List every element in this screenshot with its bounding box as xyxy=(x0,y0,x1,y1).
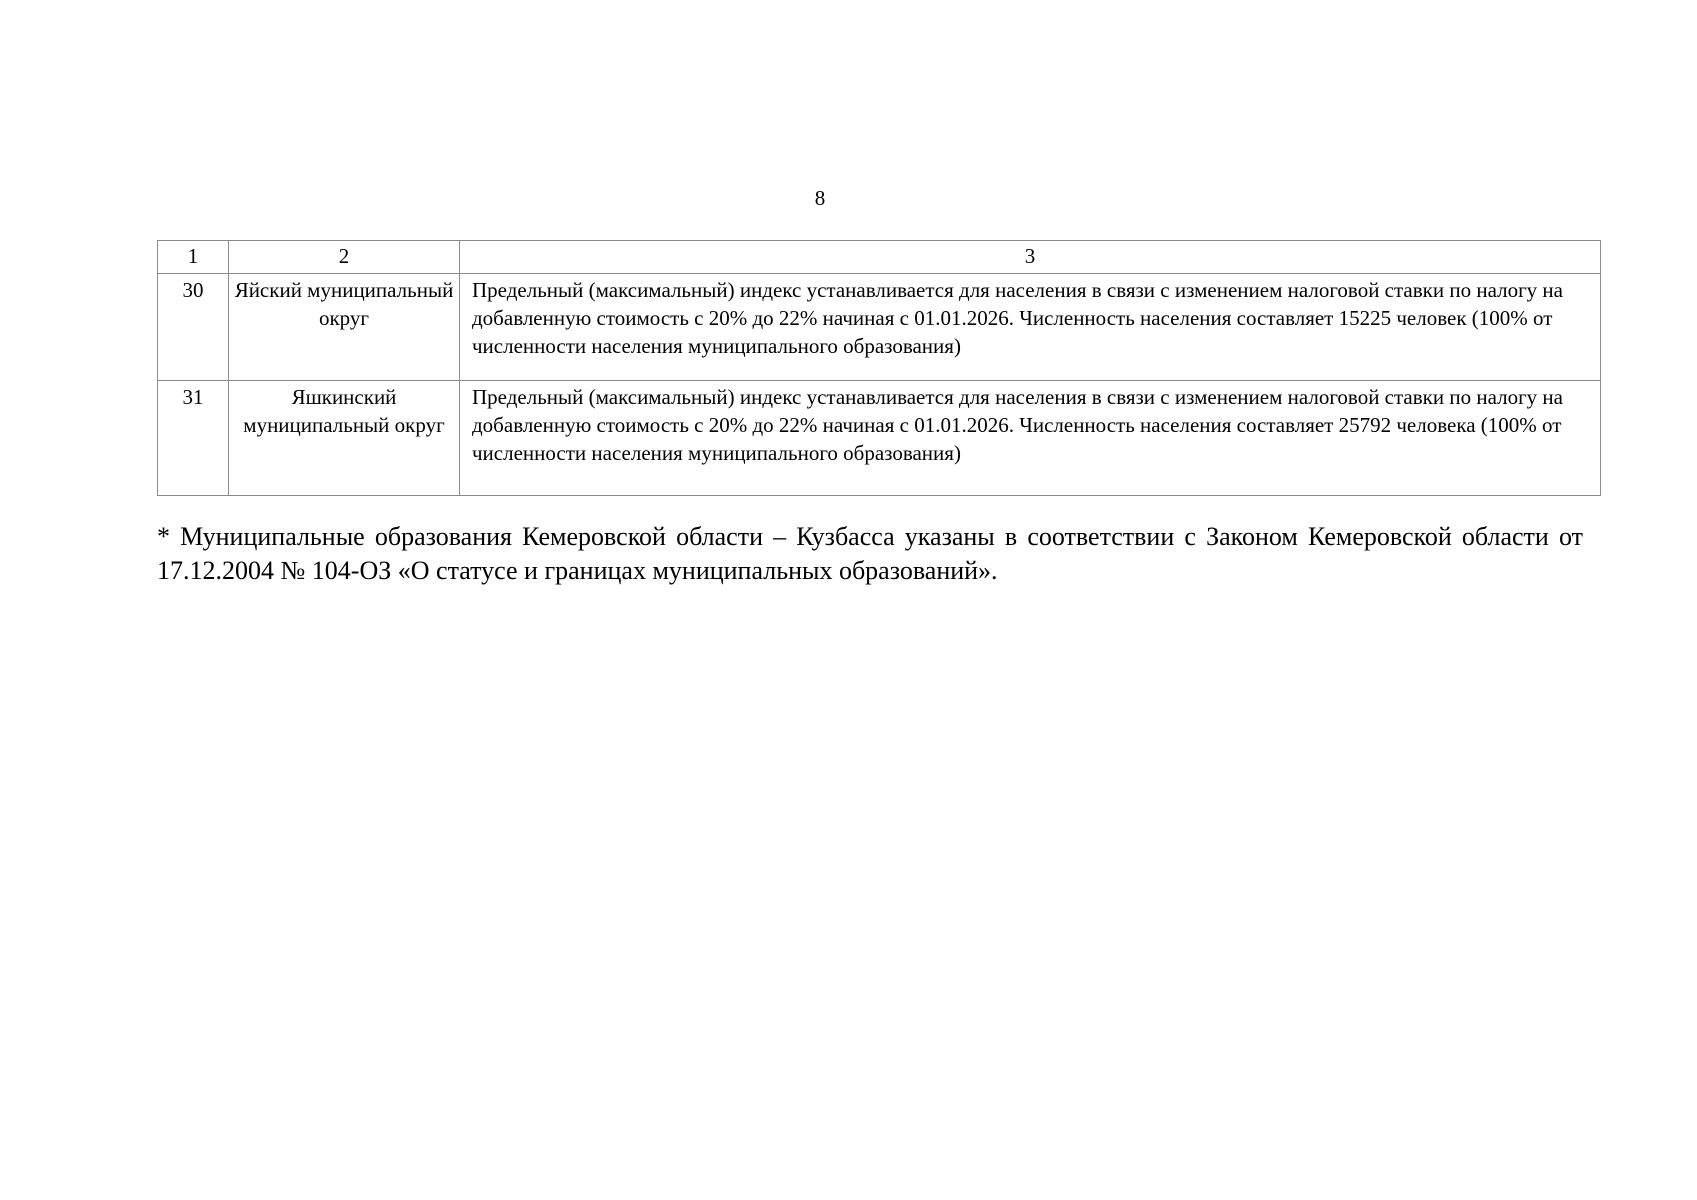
municipality-name: Яйский муниципальный округ xyxy=(229,274,460,381)
table-header-row xyxy=(158,241,1601,274)
municipality-name: Яшкинский муниципальный округ xyxy=(229,381,460,496)
table-row xyxy=(158,381,1601,496)
municipal-index-table xyxy=(157,240,1601,496)
row-number: 31 xyxy=(158,381,229,496)
table-row xyxy=(158,274,1601,381)
page-number: 8 xyxy=(814,186,826,210)
row-number: 30 xyxy=(158,274,229,381)
index-description: Предельный (максимальный) индекс устанавливается для населения в связи с изменением налоговой ставки по налогу на добавленную стоимость с 20% до 22% начиная с 01.01.2026. Численность населения составляет 15225 человек (100% от численности населения муниципального образования) xyxy=(460,274,1601,381)
column-header-1: 1 xyxy=(158,241,229,274)
index-description: Предельный (максимальный) индекс устанавливается для населения в связи с изменением налоговой ставки по налогу на добавленную стоимость с 20% до 22% начиная с 01.01.2026. Численность населения составляет 25792 человека (100% от численности населения муниципального образования) xyxy=(460,381,1601,496)
footnote: * Муниципальные образования Кемеровской области – Кузбасса указаны в соответствии с Законом Кемеровской области от 17.12.2004 № 104-ОЗ «О статусе и границах муниципальных образований». xyxy=(157,522,1583,585)
column-header-3: 3 xyxy=(460,241,1601,274)
column-header-2: 2 xyxy=(229,241,460,274)
